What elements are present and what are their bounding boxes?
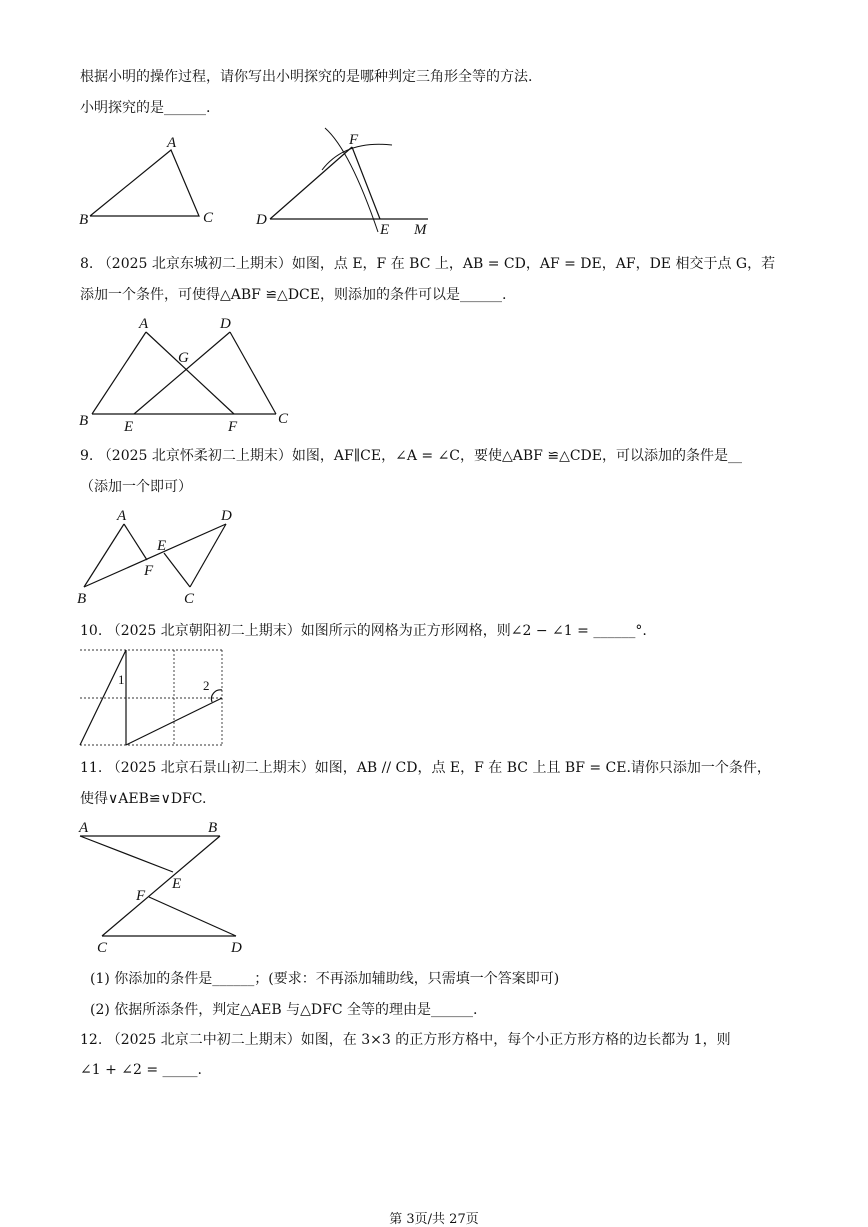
intro-line-1: 根据小明的操作过程，请你写出小明探究的是哪种判定三角形全等的方法. — [80, 69, 533, 85]
label-d: D — [231, 940, 242, 956]
question-11-sub-1: (1) 你添加的条件是______；(要求：不再添加辅助线，只需填一个答案即可) — [90, 971, 560, 987]
intro-line-2: 小明探究的是______. — [80, 100, 211, 116]
angle-label-2: 2 — [203, 678, 210, 693]
label-c: C — [278, 411, 289, 427]
label-b: B — [79, 413, 89, 429]
question-10-line: 10. （2025 北京朝阳初二上期末）如图所示的网格为正方形网格，则∠2 − ∠1 = ______°. — [80, 623, 647, 639]
question-9-line-1: 9. （2025 北京怀柔初二上期末）如图，AF∥CE，∠A = ∠C，要使△ABF ≌△CDE，可以添加的条件是__ — [80, 448, 743, 464]
question-11-line-1: 11. （2025 北京石景山初二上期末）如图，AB // CD，点 E，F 在 BC 上且 BF = CE.请你只添加一个条件， — [80, 760, 771, 776]
label-d: D — [256, 212, 267, 228]
label-b: B — [77, 591, 87, 607]
page-footer: 第 3页/共 27页 — [389, 1212, 479, 1227]
question-12-line-1: 12. （2025 北京二中初二上期末）如图，在 3×3 的正方形方格中，每个小正方形方格的边长都为 1，则 — [80, 1032, 731, 1048]
label-c: C — [97, 940, 108, 956]
label-a: A — [139, 316, 149, 332]
question-8-line-2: 添加一个条件，可使得△ABF ≌△DCE，则添加的条件可以是______. — [80, 287, 507, 303]
question-12-line-2: ∠1 + ∠2 = _____. — [80, 1062, 202, 1078]
label-c: C — [184, 591, 195, 607]
question-11-line-2: 使得∨AEB≌∨DFC. — [80, 791, 207, 807]
label-f: F — [136, 888, 146, 904]
label-g: G — [178, 350, 189, 366]
question-11-sub-2: (2) 依据所添条件，判定△AEB 与△DFC 全等的理由是______. — [90, 1002, 478, 1018]
label-m: M — [414, 222, 427, 238]
label-e: E — [124, 419, 134, 435]
angle-label-1: 1 — [118, 672, 125, 687]
label-a: A — [167, 135, 177, 151]
label-f: F — [144, 563, 154, 579]
label-e: E — [157, 538, 167, 554]
question-9-line-2: （添加一个即可） — [80, 479, 192, 495]
label-f: F — [228, 419, 238, 435]
label-e: E — [380, 222, 390, 238]
label-c: C — [203, 210, 214, 226]
label-b: B — [208, 820, 218, 836]
label-f: F — [349, 132, 359, 148]
label-a: A — [79, 820, 89, 836]
label-d: D — [221, 508, 232, 524]
label-d: D — [220, 316, 231, 332]
question-8-line-1: 8. （2025 北京东城初二上期末）如图，点 E，F 在 BC 上，AB = CD，AF = DE，AF，DE 相交于点 G，若 — [80, 256, 776, 272]
label-e: E — [172, 876, 182, 892]
label-b: B — [79, 212, 89, 228]
label-a: A — [117, 508, 127, 524]
